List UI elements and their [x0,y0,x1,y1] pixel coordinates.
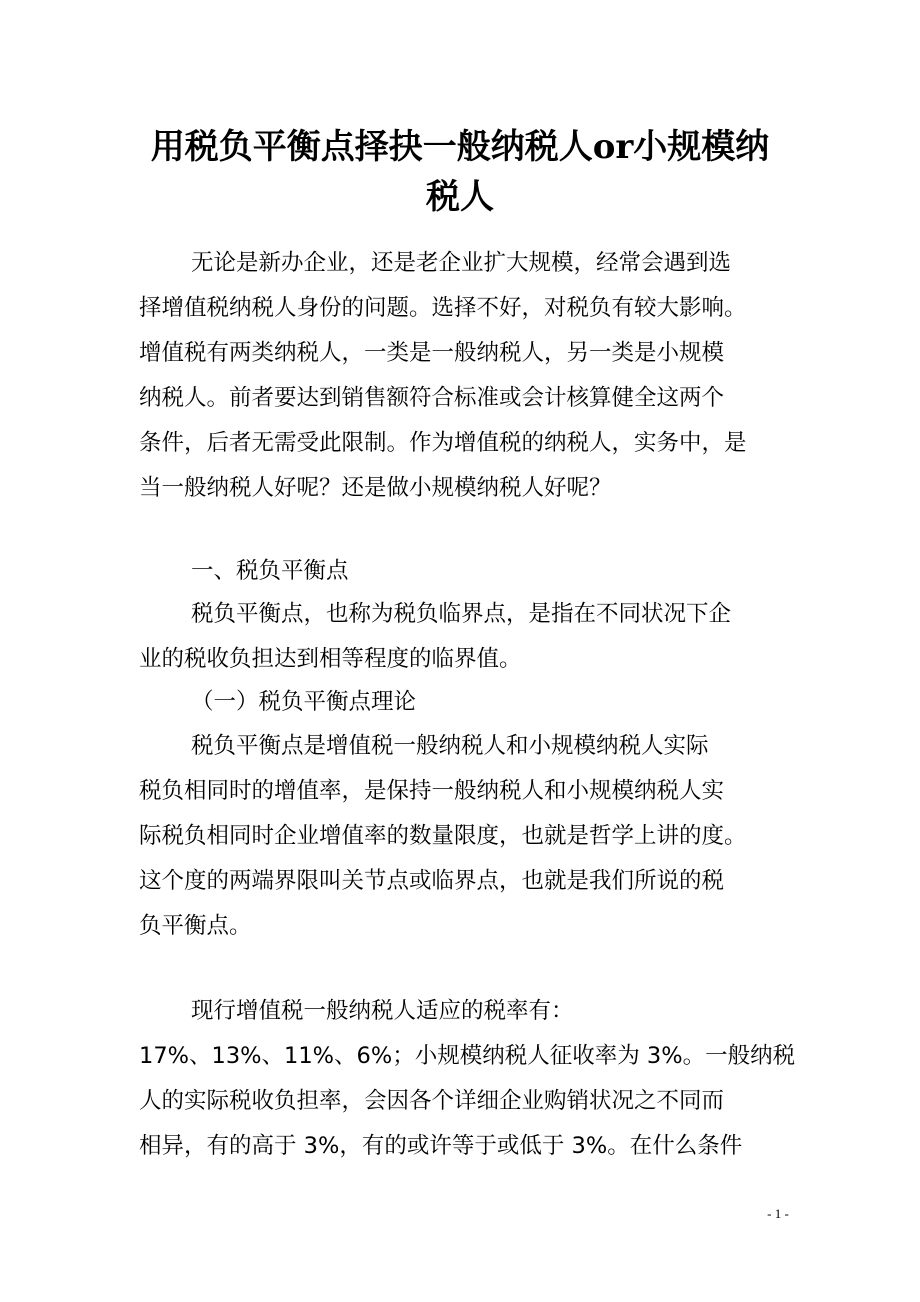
text-line: 择增值税纳税人身份的问题。选择不好，对税负有较大影响。 [139,295,747,321]
text-line: 税负平衡点，也称为税负临界点，是指在不同状况下企 [191,601,732,627]
text-line: 纳税人。前者要达到销售额符合标准或会计核算健全这两个 [139,385,725,411]
section-heading-2 [139,680,799,725]
document-title [120,122,800,222]
text-line: 当一般纳税人好呢？还是做小规模纳税人好呢？ [139,475,612,501]
text-line: 税负平衡点是增值税一般纳税人和小规模纳税人实际 [191,733,709,759]
text-line: 现行增值税一般纳税人适应的税率有： [191,998,574,1024]
heading-text: （一）税负平衡点理论 [191,689,417,715]
text-line: 业的税收负担达到相等程度的临界值。 [139,646,522,672]
text-line: 条件，后者无需受此限制。作为增值税的纳税人，实务中，是 [139,430,747,456]
text-line: 际税负相同时企业增值率的数量限度，也就是哲学上讲的度。 [139,823,747,849]
paragraph-rates [139,989,799,1169]
paragraph-intro [139,241,799,511]
paragraph-definition [139,592,799,682]
text-line: 税负相同时的增值率，是保持一般纳税人和小规模纳税人实 [139,778,725,804]
heading-text: 一、税负平衡点 [191,558,349,584]
text-line: 这个度的两端界限叫关节点或临界点，也就是我们所说的税 [139,868,725,894]
text-line: 人的实际税收负担率，会因各个详细企业购销状况之不同而 [139,1088,725,1114]
text-line: 相异，有的高于 3%，有的或许等于或低于 3%。在什么条件 [139,1133,743,1159]
text-line: 17%、13%、11%、6%；小规模纳税人征收率为 3%。一般纳税 [139,1043,796,1069]
page-number: - 1 - [767,1206,789,1221]
paragraph-theory [139,724,799,949]
text-line: 无论是新办企业，还是老企业扩大规模，经常会遇到选 [191,250,732,276]
text-line: 负平衡点。 [139,913,252,939]
text-line: 增值税有两类纳税人，一类是一般纳税人，另一类是小规模 [139,340,725,366]
title-line-2: 税人 [426,177,494,217]
title-line-1: 用税负平衡点择抉一般纳税人or小规模纳 [150,127,770,167]
section-heading-1 [139,549,799,594]
